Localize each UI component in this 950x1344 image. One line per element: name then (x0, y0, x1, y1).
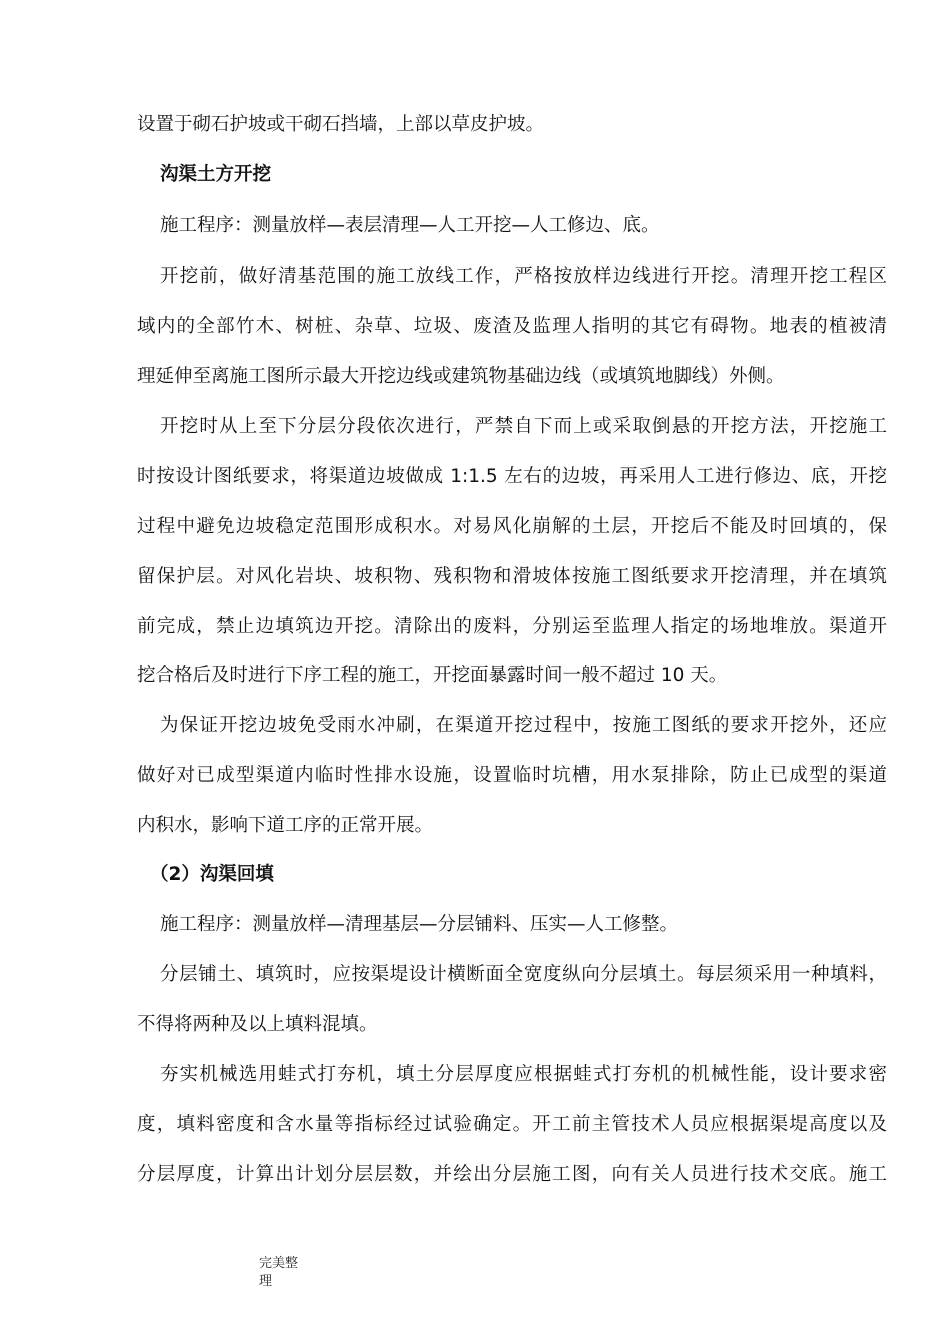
paragraph-line: 内积水，影响下道工序的正常开展。 (137, 815, 434, 836)
paragraph-line: 夯实机械选用蛙式打夯机，填土分层厚度应根据蛙式打夯机的机械性能，设计要求密 (160, 1064, 887, 1085)
paragraph-line: 度，填料密度和含水量等指标经过试验确定。开工前主管技术人员应根据渠堤高度以及 (137, 1114, 887, 1135)
paragraph-line: 域内的全部竹木、树桩、杂草、垃圾、废渣及监理人指明的其它有碍物。地表的植被清 (137, 316, 887, 337)
paragraph-line: 设置于砌石护坡或干砌石挡墙，上部以草皮护坡。 (137, 114, 545, 135)
paragraph-line: 开挖时从上至下分层分段依次进行，严禁自下而上或采取倒悬的开挖方法，开挖施工 (160, 416, 887, 437)
paragraph-line: 过程中避免边坡稳定范围形成积水。对易风化崩解的土层，开挖后不能及时回填的，保 (137, 516, 887, 537)
paragraph-line: 开挖前，做好清基范围的施工放线工作，严格按放样边线进行开挖。清理开挖工程区 (160, 266, 887, 287)
paragraph-line: 留保护层。对风化岩块、坡积物、残积物和滑坡体按施工图纸要求开挖清理，并在填筑 (137, 566, 887, 587)
section-heading: 沟渠土方开挖 (160, 164, 272, 185)
paragraph-line: 不得将两种及以上填料混填。 (137, 1014, 378, 1035)
paragraph-line: 做好对已成型渠道内临时性排水设施，设置临时坑槽，用水泵排除，防止已成型的渠道 (137, 765, 887, 786)
paragraph-line: 施工程序：测量放样—表层清理—人工开挖—人工修边、底。 (160, 215, 660, 236)
footer-text-line: 完美整 (259, 1256, 299, 1271)
paragraph-line: 理延伸至离施工图所示最大开挖边线或建筑物基础边线（或填筑地脚线）外侧。 (137, 366, 785, 387)
paragraph-line: 分层厚度，计算出计划分层层数，并绘出分层施工图，向有关人员进行技术交底。施工 (137, 1164, 887, 1185)
paragraph-line: 挖合格后及时进行下序工程的施工，开挖面暴露时间一般不超过 10 天。 (137, 665, 728, 686)
page-footer (259, 1255, 319, 1291)
paragraph-line: 为保证开挖边坡免受雨水冲刷，在渠道开挖过程中，按施工图纸的要求开挖外，还应 (160, 715, 887, 736)
paragraph-line: 前完成，禁止边填筑边开挖。清除出的废料，分别运至监理人指定的场地堆放。渠道开 (137, 616, 887, 637)
section-heading: （2）沟渠回填 (150, 864, 274, 885)
footer-text-line: 理 (259, 1274, 273, 1289)
paragraph-line: 时按设计图纸要求，将渠道边坡做成 1:1.5 左右的边坡，再采用人工进行修边、底，开挖 (137, 466, 887, 487)
paragraph-line: 分层铺土、填筑时，应按渠堤设计横断面全宽度纵向分层填土。每层须采用一种填料， (160, 964, 887, 985)
paragraph-line: 施工程序：测量放样—清理基层—分层铺料、压实—人工修整。 (160, 914, 679, 935)
